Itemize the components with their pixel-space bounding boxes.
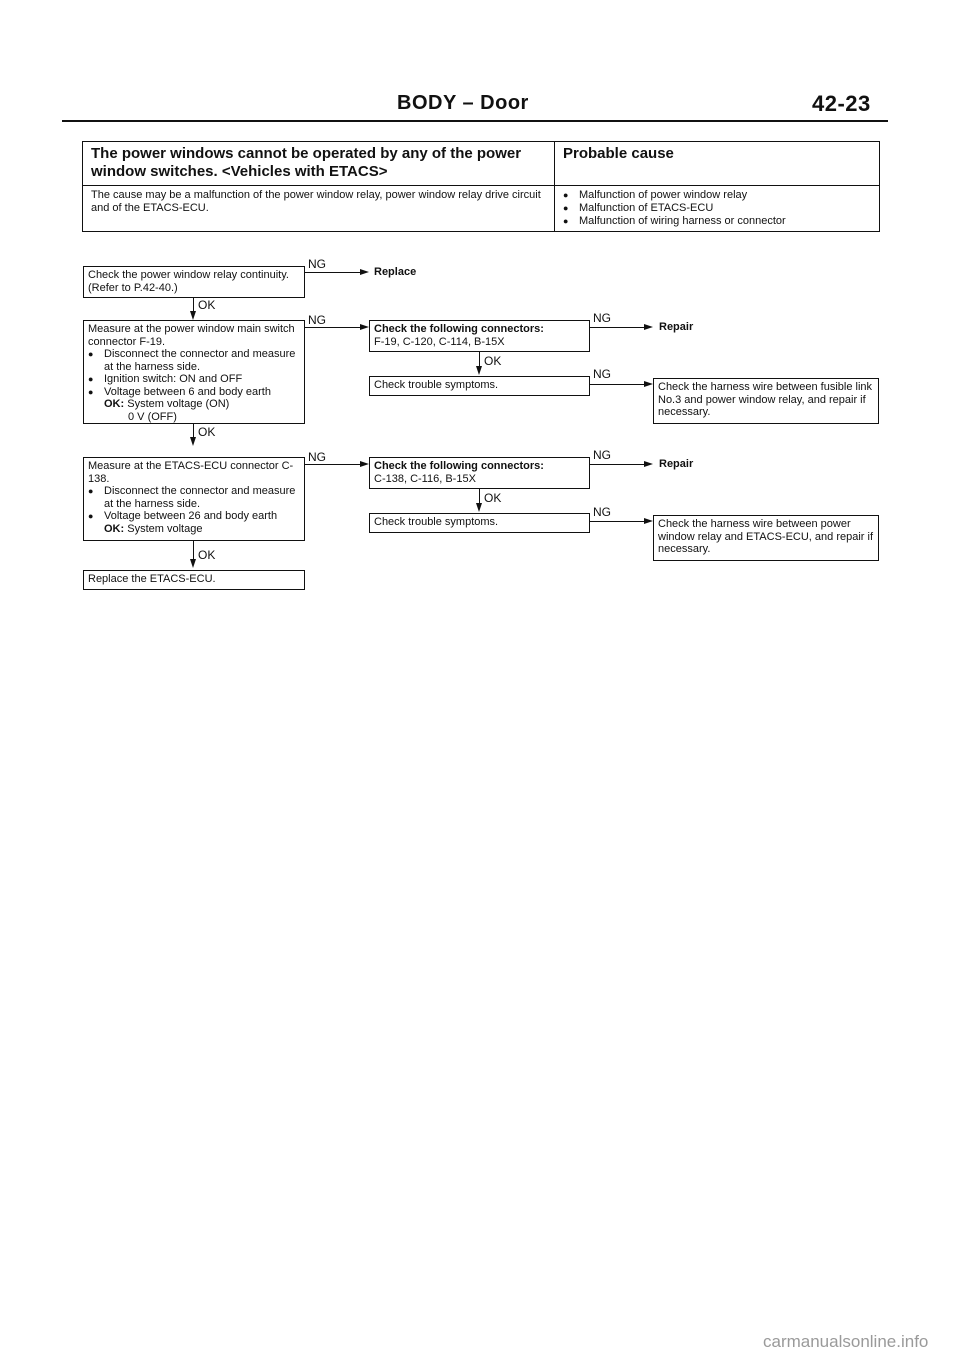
arrow-down xyxy=(190,437,196,446)
symptom-description: The cause may be a malfunction of the power window relay, power window relay drive circuit and of the ETACS-ECU. xyxy=(83,186,555,232)
arrow-down xyxy=(190,311,196,320)
ok-criteria-label: OK: xyxy=(104,398,125,410)
ok-label: OK xyxy=(484,491,502,505)
replace-action: Replace xyxy=(374,266,417,278)
step1-relay-continuity: Check the power window relay continuity. (Refer to P.42-40.) xyxy=(83,266,305,298)
harness-check-2: Check the harness wire between power window relay and ETACS-ECU, and repair if necessary. xyxy=(653,515,879,561)
check-trouble-symptoms-2: Check trouble symptoms. xyxy=(369,513,590,533)
harness-check-1: Check the harness wire between fusible link No.3 and power window relay, and repair if necessary. xyxy=(653,378,879,424)
check-connectors-list: F-19, C-120, C-114, B-15X xyxy=(374,335,505,348)
step2-bullet: ● Disconnect the connector and measure at the harness side. xyxy=(88,348,300,373)
header-rule xyxy=(62,120,888,122)
ok-label: OK xyxy=(198,425,216,439)
arrow-down xyxy=(476,503,482,512)
ok-criteria-value: 0 V (OFF) xyxy=(128,410,177,423)
ok-label: OK xyxy=(198,548,216,562)
connector-line xyxy=(590,464,644,465)
arrow-right xyxy=(360,324,369,330)
ok-label: OK xyxy=(484,354,502,368)
section-title: BODY – Door xyxy=(397,92,529,114)
arrow-right xyxy=(360,269,369,275)
symptom-heading: The power windows cannot be operated by any of the power window switches. <Vehicles with ETACS> xyxy=(83,142,555,186)
arrow-right xyxy=(644,461,653,467)
check-connectors-title: Check the following connectors: xyxy=(374,323,544,335)
connector-line xyxy=(305,327,360,328)
step2-title: Measure at the power window main switch connector F-19. xyxy=(88,323,295,348)
ok-criteria-label: OK: xyxy=(104,522,125,535)
step2-bullet: ● Voltage between 6 and body earth xyxy=(88,386,300,399)
arrow-right xyxy=(644,381,653,387)
repair-action: Repair xyxy=(659,458,694,470)
check-trouble-symptoms-1: Check trouble symptoms. xyxy=(369,376,590,396)
check-connectors-2 xyxy=(369,457,590,489)
ok-criteria-value: System voltage xyxy=(127,522,203,535)
step3-title: Measure at the ETACS-ECU connector C-138. xyxy=(88,460,294,485)
cause-item: ● Malfunction of ETACS-ECU xyxy=(563,202,871,215)
connector-line xyxy=(590,521,644,522)
arrow-right xyxy=(644,324,653,330)
ng-label: NG xyxy=(308,450,326,464)
step3-etacs-measure xyxy=(83,457,305,541)
check-connectors-title: Check the following connectors: xyxy=(374,460,544,472)
connector-line xyxy=(305,464,360,465)
repair-action: Repair xyxy=(659,321,694,333)
ng-label: NG xyxy=(593,505,611,519)
ng-label: NG xyxy=(593,448,611,462)
watermark: carmanualsonline.info xyxy=(763,1332,929,1351)
step2-bullet: ● Ignition switch: ON and OFF xyxy=(88,373,300,386)
check-connectors-list: C-138, C-116, B-15X xyxy=(374,472,476,485)
cause-item: ● Malfunction of power window relay xyxy=(563,189,871,202)
probable-cause-list xyxy=(555,186,880,232)
ng-label: NG xyxy=(593,367,611,381)
ng-label: NG xyxy=(308,257,326,271)
ng-label: NG xyxy=(308,313,326,327)
ng-label: NG xyxy=(593,311,611,325)
arrow-right xyxy=(644,518,653,524)
connector-line xyxy=(193,541,194,561)
step3-bullet: ● Disconnect the connector and measure at the harness side. xyxy=(88,485,300,510)
check-connectors-1 xyxy=(369,320,590,352)
connector-line xyxy=(305,272,360,273)
arrow-right xyxy=(360,461,369,467)
ok-label: OK xyxy=(198,298,216,312)
cause-item: ● Malfunction of wiring harness or connector xyxy=(563,215,871,228)
page-number: 42-23 xyxy=(812,91,871,116)
step3-bullet: ● Voltage between 26 and body earth xyxy=(88,510,300,523)
arrow-down xyxy=(190,559,196,568)
step2-main-switch-measure xyxy=(83,320,305,424)
probable-cause-heading: Probable cause xyxy=(555,142,880,186)
ok-criteria-value: System voltage (ON) xyxy=(127,398,230,410)
step4-replace-etacs: Replace the ETACS-ECU. xyxy=(83,570,305,590)
connector-line xyxy=(590,327,644,328)
arrow-down xyxy=(476,366,482,375)
symptom-table xyxy=(82,141,880,232)
connector-line xyxy=(590,384,644,385)
